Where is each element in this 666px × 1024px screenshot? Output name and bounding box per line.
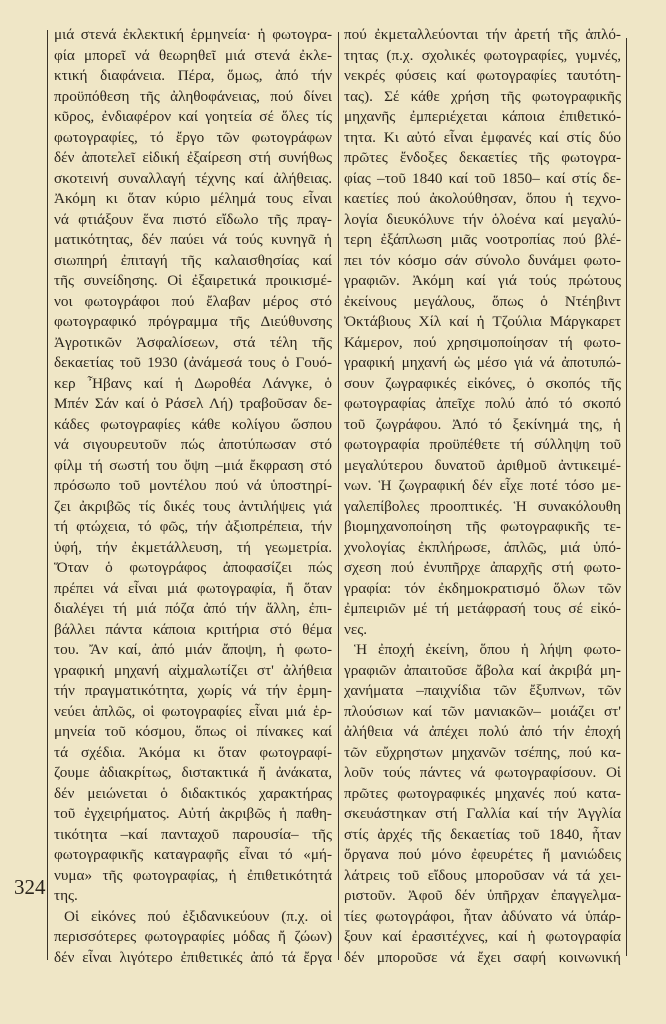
text-line: περισσότερες φωτογραφίες μόδας ἤ ζώων) <box>54 928 332 945</box>
right-text-column <box>344 25 621 968</box>
text-line: τοῦ ζωγράφου. Ἀπό τό ξεκίνημά της, ἡ <box>344 415 621 433</box>
text-line: γραφιῶν. Ἀκόμη καί γιά τούς πρώτους <box>344 272 621 289</box>
text-line: νεύει ἁπλῶς, οἱ φωτογραφίες εἶναι μιά ἑρ- <box>54 702 332 720</box>
text-line: Ἡ ἐποχή ἐκείνη, ὅπου ἡ λήψη φωτο- <box>354 641 621 658</box>
text-line: πρῶτες φωτογραφικές μηχανές πού κατα- <box>344 784 621 802</box>
text-line: ξουν καί ἐρασιτέχνες, καί ἡ φωτογραφία <box>344 928 621 945</box>
text-line: λοῦν τούς πάντες νά φωτογραφίσουν. Οἱ <box>344 764 621 781</box>
text-line: Μπέν Σάν καί ὁ Ράσελ Λή) τραβοῦσαν δε- <box>54 395 332 412</box>
text-line: γαλεπίβολες προοπτικές. Ἡ συνακόλουθη <box>344 497 621 515</box>
center-column-rule <box>338 32 339 960</box>
text-line: χανήματα –παιχνίδια τῶν ἔξυπνων, τῶν <box>344 682 621 699</box>
text-line: μηνεία τοῦ κόσμου, ὅπως οἱ πίνακες καί <box>54 723 332 740</box>
text-line: προϋπόθεση τῆς ἀληθοφάνειας, πού δίνει <box>54 87 332 105</box>
text-line: τητας (π.χ. σχολικές φωτογραφίες, γυμνές, <box>344 46 621 64</box>
text-line: φίας –τοῦ 1840 καί τοῦ 1850– καί στίς δε- <box>344 169 621 187</box>
text-line: τητα. Κι αὐτό εἶναι ἐμφανές καί στίς δύο <box>344 128 621 146</box>
text-line: ζει ἀκριβῶς τίς δικές τους ἀντιλήψεις γιά <box>54 497 332 515</box>
text-line: τῶν εὔχρηστων μηχανῶν τσέπης, πού κα- <box>344 743 621 761</box>
text-line: δεκαετίας τοῦ 1930 (ἀνάμεσά τους ὁ Γουό- <box>54 354 332 371</box>
text-line: Ὀκτάβιους Χίλ καί ἡ Τζούλια Μάργκαρετ <box>344 313 621 330</box>
text-line: ζουμε ἀδιακρίτως, διστακτικά ἤ ἀνάκατα, <box>54 764 332 781</box>
text-line: νοι φωτογράφοι πού ἔλαβαν μέρος στό <box>54 292 332 310</box>
text-line: Κάμερον, πού χρησιμοποίησαν τή φωτο- <box>344 333 621 351</box>
text-line: νά σιγουρευτοῦν πώς ἀποτύπωσαν στό <box>54 436 332 453</box>
text-line: Οἱ εἰκόνες πού ἐξιδανικεύουν (π.χ. οἱ <box>64 907 332 925</box>
text-line: φίλμ τή σωστή του ὄψη –μιά ἔκφραση στό <box>54 456 332 474</box>
text-line: γραφική μηχανή αἰχμαλωτίζει στ' ἀλήθεια <box>54 661 332 679</box>
text-line: νεκρές φύσεις καί φωτογραφίες ταυτότη- <box>344 67 621 84</box>
text-line: τας). Σέ κάθε χρήση τῆς φωτογραφικῆς <box>344 87 621 105</box>
text-line: δέν μειώνεται ὁ διδακτικός χαρακτήρας <box>54 784 332 802</box>
text-line: νες. <box>344 620 368 638</box>
text-line: φωτογραφίας ἀπεῖχε πολύ ἀπό τό σκοπό <box>344 395 621 412</box>
text-line: κερ Ἦβανς καί ἡ Δωροθέα Λάνγκε, ὁ <box>54 374 332 392</box>
text-line: λογία διευκόλυνε τήν ὁλοένα καί μεγαλύ- <box>344 210 621 228</box>
text-line: μεγαλύτερου δυνατοῦ ἀριθμοῦ ἀντικειμέ- <box>344 456 621 474</box>
text-line: τῆς συνείδησης. Οἱ ἐξαιρετικά προικισμέ- <box>54 272 332 289</box>
text-line: στίς ἀρχές τῆς δεκαετίας τοῦ 1840, ἦταν <box>344 825 621 843</box>
text-line: χνολογίας ἐκπλήρωσε, ἁπλῶς, μιά ὑπό- <box>344 538 621 556</box>
right-column-rule <box>626 38 627 956</box>
text-line: βάλλει πάντα κάποια κριτήρια στό θέμα <box>54 620 332 638</box>
text-line: πρόσωπο τοῦ μοντέλου πού νά ὑποστηρί- <box>54 477 332 494</box>
text-line: λάτρεις τοῦ εἴδους μποροῦσαν νά τά χει- <box>344 866 621 884</box>
text-line: πλούσιων καί τῶν μανιακῶν– μοιάζει στ' <box>344 702 621 720</box>
text-line: διαλέγει τή μιά πόζα ἀπό τήν ἄλλη, ἐπι- <box>54 600 332 617</box>
text-line: σιωπηρή ἐπιταγή τῆς καλαισθησίας καί <box>54 251 332 269</box>
text-line: τά σχέδια. Ἀκόμα κι ὅταν φωτογραφί- <box>54 743 332 761</box>
text-line: σκευάστηκαν στή Γαλλία καί τήν Ἀγγλία <box>344 805 621 822</box>
text-line: ὑφή, τήν ἐκμετάλλευση, τή γεωμετρία. <box>54 538 332 556</box>
text-line: γραφιῶν ἀπαιτοῦσε ἄβολα καί ἀκριβά μη- <box>344 661 621 679</box>
text-line: τή φτώχεια, τό φῶς, τήν ἀξιοπρέπεια, τήν <box>54 518 332 535</box>
text-line: ἐμπειριῶν μέ τή μετάφρασή τους σέ εἰκό- <box>344 600 621 617</box>
left-column-rule <box>47 30 48 960</box>
text-line: τήν πραγματικότητα, χωρίς νά τήν ἑρμη- <box>54 682 332 699</box>
text-line: βιομηχανοποίηση τῆς φωτογραφικῆς τε- <box>344 518 621 535</box>
text-line: σκοτεινή συναλλαγή τέχνης καί ἀλήθειας. <box>54 169 332 187</box>
text-line: του. Ἄν καί, ἀπό μιάν ἄποψη, ἡ φωτο- <box>54 641 332 658</box>
text-line: τερη ἐξάπλωση μιᾶς νοοτροπίας πού βλέ- <box>344 231 621 248</box>
text-line: νων. Ἡ ζωγραφική δέν εἶχε ποτέ τόσο με- <box>344 477 621 494</box>
text-line: πού ἐκμεταλλεύονται τήν ἀρετή τῆς ἁπλό- <box>344 26 621 43</box>
text-line: ὄργανα πού μόνο ἐφευρέτες ἤ μανιώδεις <box>344 846 621 863</box>
text-line: τικότητα –καί πανταχοῦ παρουσία– τῆς <box>54 825 332 843</box>
text-line: κάδες φωτογραφίες κάθε κολίγου ὥσπου <box>54 415 332 433</box>
text-line: φία μπορεῖ νά θεωρηθεῖ μιά στενά ἐκλε- <box>54 46 332 64</box>
text-line: Ἀκόμη κι ὅταν κύριο μέλημά τους εἶναι <box>54 190 332 207</box>
text-line: Ὅταν ὁ φωτογράφος ἀποφασίζει πώς <box>54 559 332 576</box>
text-line: κτική διαφάνεια. Πέρα, ὅμως, ἀπό τήν <box>54 67 332 84</box>
text-line: φωτογραφίες, τό ἔργο τῶν φωτογράφων <box>54 128 332 146</box>
text-line: κῦρος, ἐνδιαφέρον καί γοητεία σέ ὅλες τίς <box>54 108 332 125</box>
text-line: ἐκείνους μεγάλους, ὅπως ὁ Ντέηβιντ <box>344 292 621 310</box>
text-line: καετίες πού ἀκολούθησαν, ὅπου ἡ τεχνο- <box>344 190 621 207</box>
text-line: ματικότητας, δέν παύει νά τούς κυνηγᾶ ἡ <box>54 231 332 248</box>
left-text-column <box>54 25 332 968</box>
text-line: μηχανῆς ἐμπεριέχεται κάποια ἐπιθετικό- <box>344 108 621 125</box>
text-line: πρέπει νά εἶναι μιά φωτογραφία, ἤ ὅταν <box>54 579 332 597</box>
text-line: νά φτιάξουν ἕνα πιστό εἴδωλο τῆς πραγ- <box>54 210 332 228</box>
text-line: τοῦ ἐγχειρήματος. Αὐτή ἀκριβῶς ἡ παθη- <box>54 805 332 822</box>
text-line: δέν μποροῦσε νά ἔχει σαφή κοινωνική <box>344 948 621 966</box>
text-line: σχεση πού ἐνυπῆρχε ἀπαρχῆς στή φωτο- <box>344 559 621 576</box>
text-line: πει τόν κόσμο σάν σύνολο δυνάμει φωτο- <box>344 251 621 269</box>
page-number: 324 <box>14 875 46 899</box>
text-line: φωτογραφία προϋπέθετε τή σύλληψη τοῦ <box>344 436 621 453</box>
text-line: τίες φωτογράφοι, ἦταν ἀδύνατο νά ὑπάρ- <box>344 907 621 925</box>
text-line: ριστοῦν. Ἀφοῦ δέν ὑπῆρχαν ἐπαγγελμα- <box>344 887 621 904</box>
text-line: γραφική μηχανή ὡς μέσο γιά νά ἀποτυπώ- <box>344 354 621 371</box>
text-line: νυμα» τῆς φωτογραφίας, ἡ ἐπιθετικότητά <box>54 866 332 884</box>
text-line: φωτογραφικῆς καταγραφῆς εἶναι τό «μή- <box>54 846 332 863</box>
text-line: σουν ζωγραφικές εἰκόνες, ὁ σκοπός τῆς <box>344 374 621 392</box>
text-line: δέν ἀποτελεῖ εἰδική ἐξαίρεση στή συνήθως <box>54 149 332 166</box>
text-line: Ἀγροτικῶν Ἀσφαλίσεων, στά τέλη τῆς <box>54 333 332 351</box>
text-line: ἀλήθεια νά ἀπέχει πολύ ἀπό τήν ἐποχή <box>344 723 621 740</box>
text-line: γραφία: τόν ἐκδημοκρατισμό ὅλων τῶν <box>344 579 621 597</box>
text-line: μιά στενά ἐκλεκτική ἑρμηνεία· ἡ φωτογρα- <box>54 26 332 43</box>
text-line: δέν εἶναι λιγότερο ἐπιθετικές ἀπό τά ἔργα <box>54 948 332 966</box>
text-line: της. <box>54 887 78 904</box>
text-line: φωτογραφικό πρόγραμμα τῆς Διεύθυνσης <box>54 313 332 330</box>
text-line: πρῶτες ἔνδοξες δεκαετίες τῆς φωτογρα- <box>344 149 621 166</box>
